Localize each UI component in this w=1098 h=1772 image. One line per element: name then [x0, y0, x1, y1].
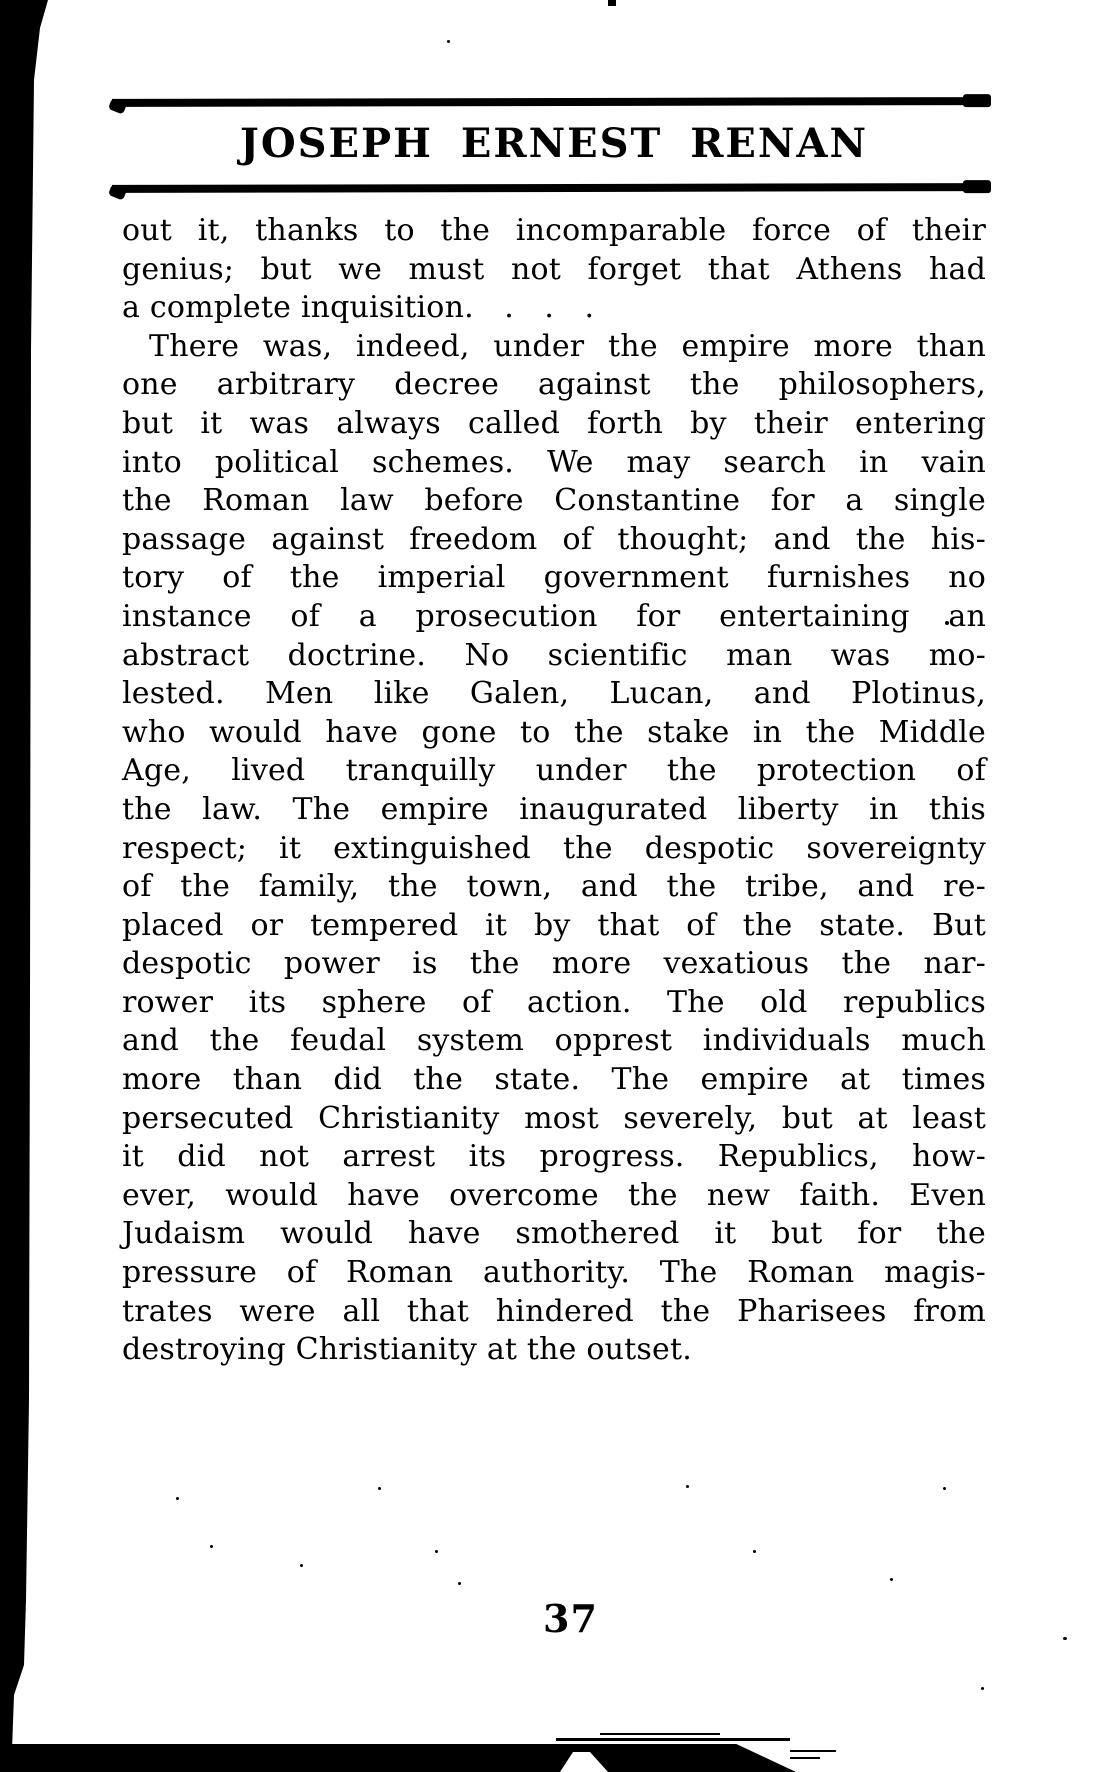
left-edge-scan-band	[0, 0, 48, 1750]
scan-speck	[753, 1550, 756, 1553]
text-line: There was, indeed, under the empire more than	[149, 328, 986, 364]
text-line: one arbitrary decree against the philosophers,	[122, 367, 986, 403]
text-line: rower its sphere of action. The old republics	[122, 984, 986, 1020]
top-edge-scan-mark	[608, 0, 616, 6]
scan-speck	[176, 1497, 179, 1500]
text-line: of the family, the town, and the tribe, and re-	[122, 869, 986, 905]
text-line: trates were all that hindered the Pharisees from	[122, 1293, 986, 1329]
text-line: into political schemes. We may search in vain	[122, 444, 986, 480]
text-line: Age, lived tranquilly under the protection of	[122, 753, 986, 789]
text-line: genius; but we must not forget that Athens had	[122, 251, 986, 287]
text-line: passage against freedom of thought; and the his-	[122, 521, 986, 557]
scan-speck	[300, 1564, 303, 1567]
scan-speck	[686, 1485, 689, 1488]
scan-streak	[790, 1750, 836, 1752]
scan-speck	[981, 1687, 984, 1690]
scan-speck	[458, 1582, 461, 1585]
text-line: the law. The empire inaugurated liberty in this	[122, 791, 986, 827]
text-line: ever, would have overcome the new faith. Even	[122, 1177, 986, 1213]
text-line: it did not arrest its progress. Republics, how-	[122, 1139, 986, 1175]
text-line: out it, thanks to the incomparable force of their	[122, 213, 986, 248]
scan-streak	[556, 1738, 790, 1741]
text-line: placed or tempered it by that of the state. But	[122, 907, 986, 943]
scan-speck	[210, 1545, 213, 1548]
scan-speck	[435, 1550, 438, 1553]
text-line: but it was always called forth by their entering	[122, 405, 986, 441]
text-line: persecuted Christianity most severely, but at least	[122, 1100, 986, 1136]
page-number: 37	[543, 1596, 598, 1641]
text-line: more than did the state. The empire at times	[122, 1062, 986, 1098]
text-line: Judaism would have smothered it but for the	[122, 1216, 986, 1252]
scan-speck	[1063, 1637, 1067, 1640]
scan-streak	[790, 1757, 820, 1759]
text-line: despotic power is the more vexatious the nar-	[122, 946, 986, 982]
text-line: and the feudal system opprest individuals much	[122, 1023, 986, 1059]
text-line: destroying Christianity at the outset.	[122, 1332, 692, 1368]
text-line: the Roman law before Constantine for a single	[122, 483, 986, 519]
text-line: tory of the imperial government furnishes no	[122, 560, 986, 596]
body-text	[122, 212, 986, 1370]
text-line: instance of a prosecution for entertaining an	[122, 598, 986, 634]
header-rule-bottom	[112, 183, 988, 193]
scan-speck	[943, 1487, 946, 1490]
text-line: respect; it extinguished the despotic sovereignty	[122, 830, 986, 866]
scan-streak	[600, 1733, 720, 1735]
running-header-title: JOSEPH ERNEST RENAN	[239, 120, 869, 167]
bottom-scan-band	[0, 1744, 796, 1772]
text-line: abstract doctrine. No scientific man was mo-	[122, 637, 986, 673]
header-rule-top	[112, 97, 988, 107]
text-line: lested. Men like Galen, Lucan, and Plotinus,	[122, 676, 986, 712]
text-line: who would have gone to the stake in the Middle	[122, 714, 986, 750]
text-line: a complete inquisition. . . .	[122, 290, 595, 326]
scan-speck	[890, 1578, 893, 1581]
scan-speck	[447, 40, 450, 43]
text-line: pressure of Roman authority. The Roman magis-	[122, 1255, 986, 1291]
scan-speck	[378, 1487, 381, 1490]
